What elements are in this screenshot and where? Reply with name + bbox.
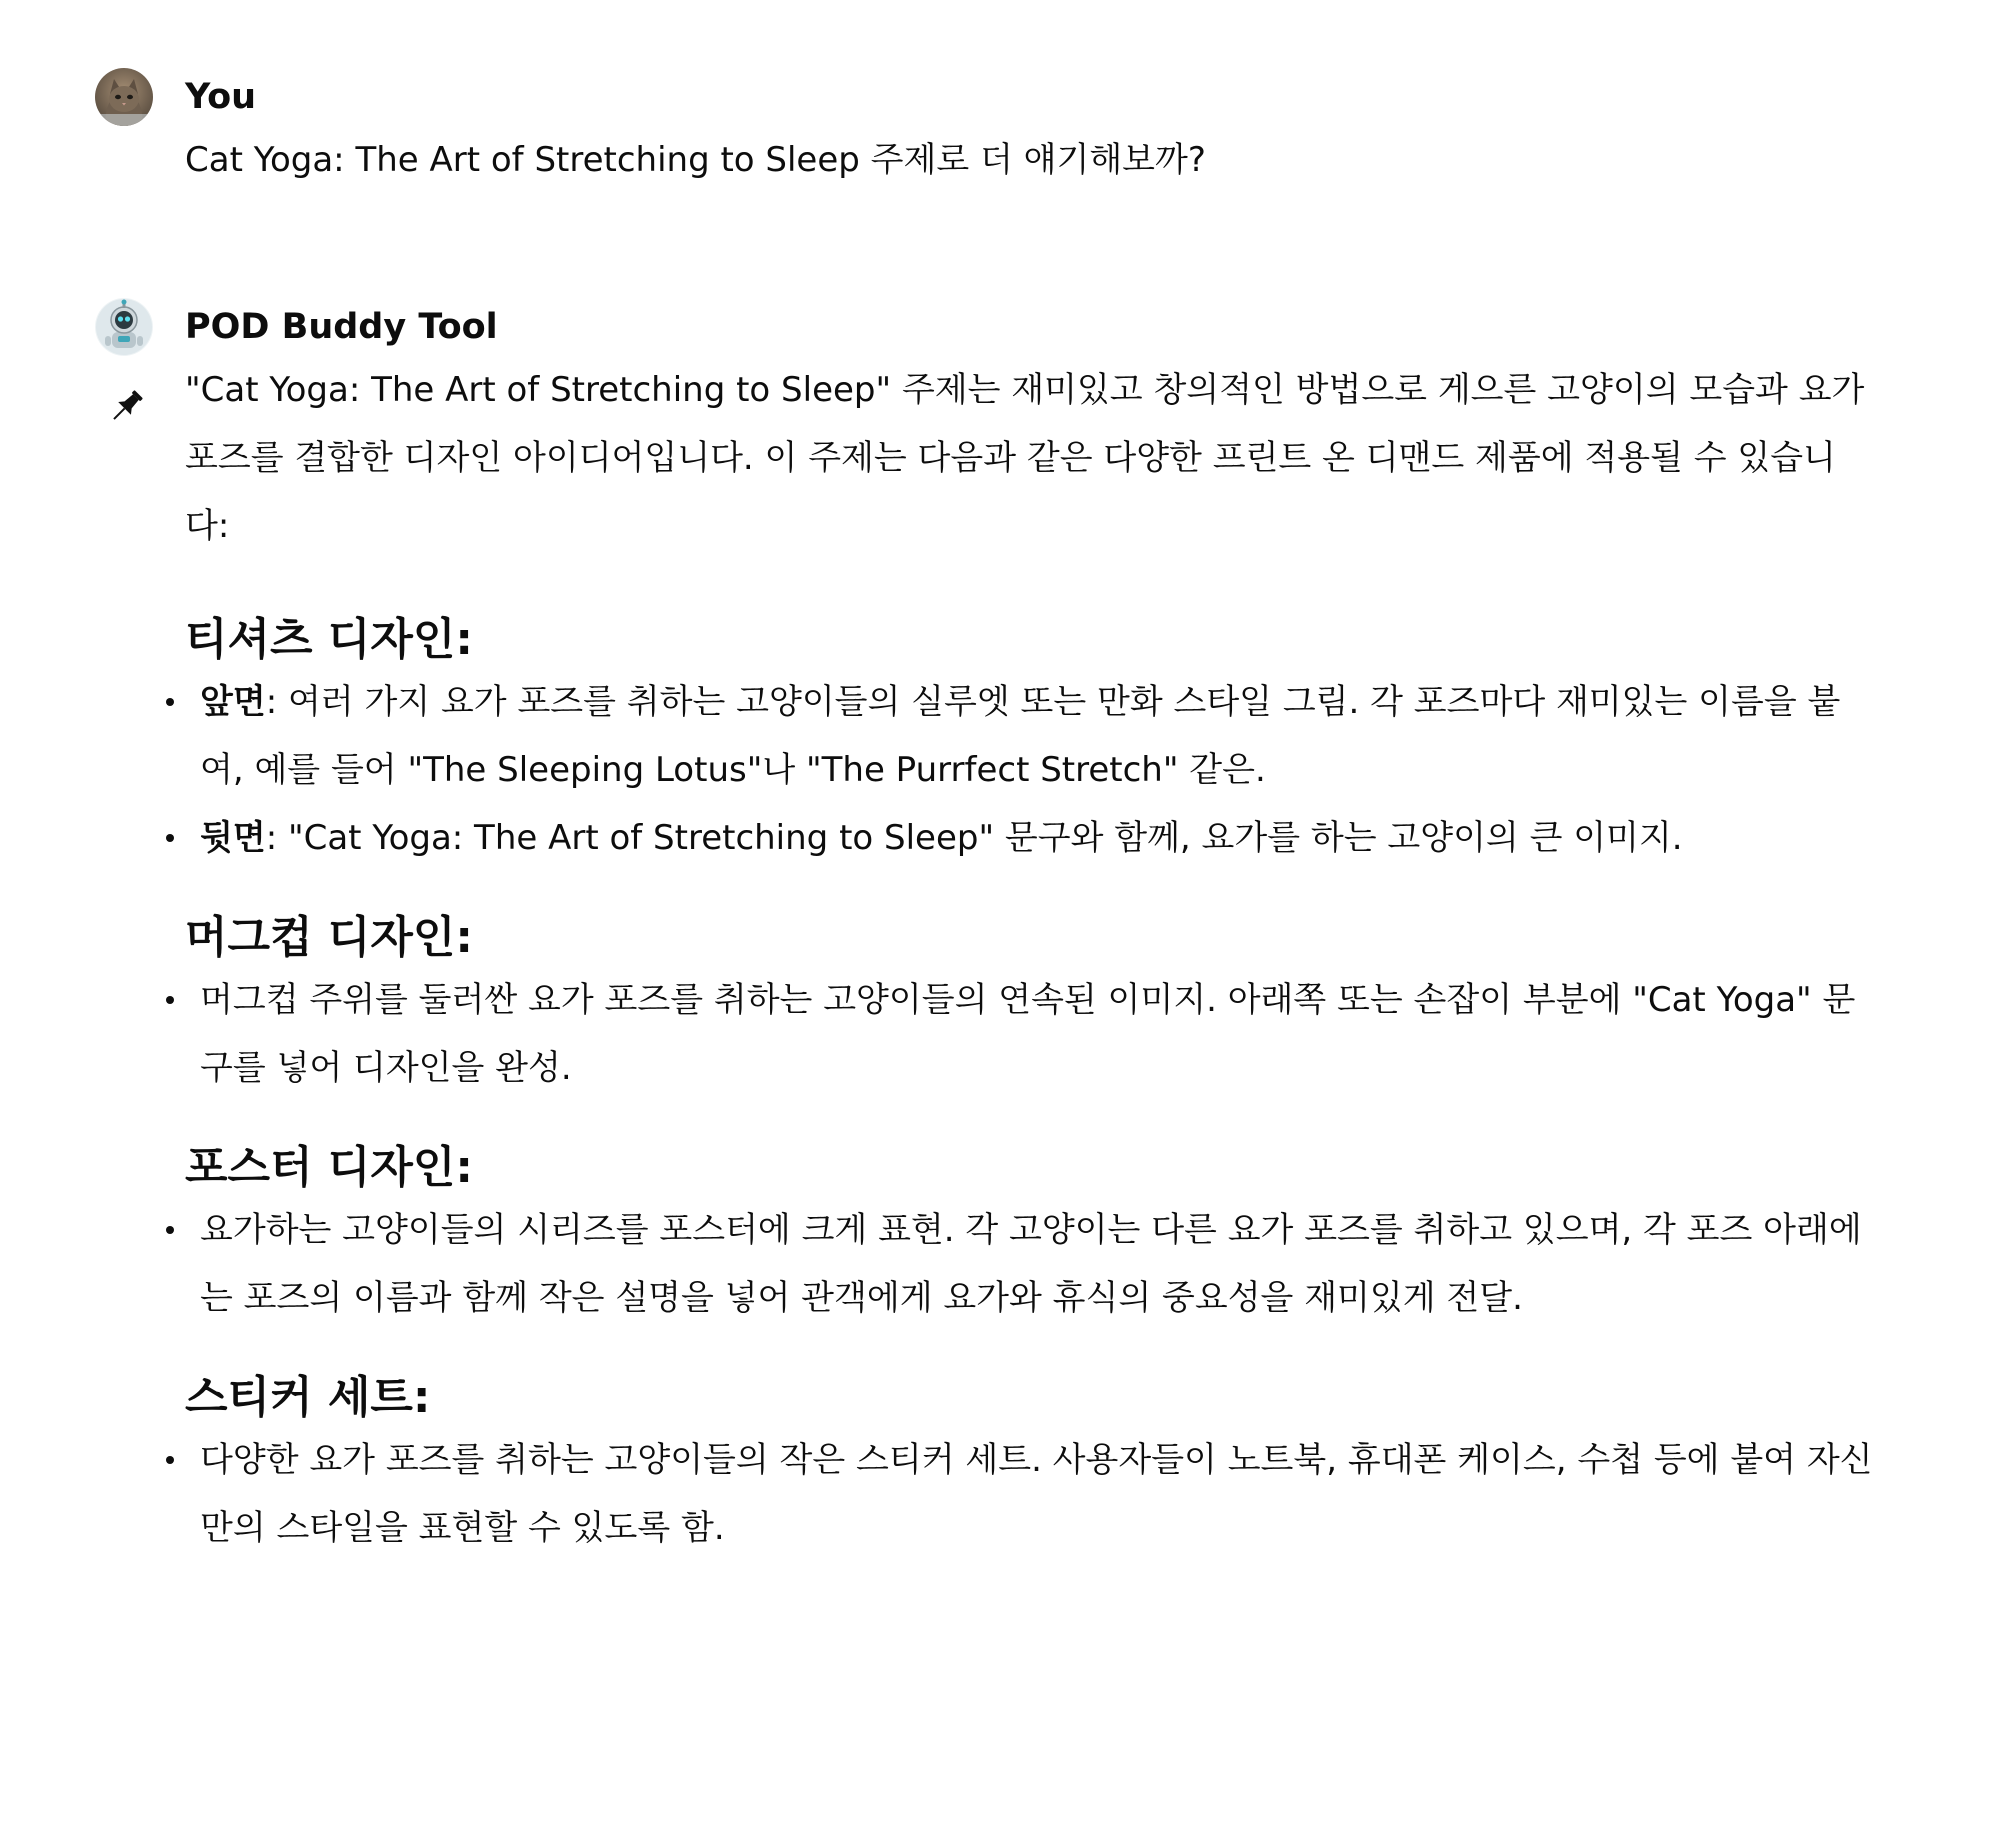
cat-photo-avatar-icon: [95, 68, 153, 126]
poster-design-list: [185, 1196, 1875, 1332]
section-heading-tshirt: 티셔츠 디자인:: [185, 614, 473, 665]
list-item-label: 뒷면: [200, 818, 266, 858]
assistant-avatar[interactable]: [95, 298, 153, 356]
assistant-author-name: POD Buddy Tool: [185, 307, 498, 347]
user-message-text: Cat Yoga: The Art of Stretching to Sleep 주제로 더 얘기해보까?: [185, 140, 1206, 180]
list-item-text: : 여러 가지 요가 포즈를 취하는 고양이들의 실루엣 또는 만화 스타일 그림. 각 포즈마다 재미있는 이름을 붙여, 예를 들어 "The Sleeping Lotus"나 "The Purrfect Stretch" 같은.: [200, 682, 1841, 790]
robot-avatar-icon: [95, 298, 153, 356]
sticker-set-list: [185, 1426, 1875, 1562]
list-item: 요가하는 고양이들의 시리즈를 포스터에 크게 표현. 각 고양이는 다른 요가 포즈를 취하고 있으며, 각 포즈 아래에는 포즈의 이름과 함께 작은 설명을 넣어 관객에게 요가와 휴식의 중요성을 재미있게 전달.: [185, 1196, 1875, 1332]
mug-design-list: [185, 966, 1875, 1102]
section-heading-poster: 포스터 디자인:: [185, 1142, 473, 1193]
tshirt-design-list: [185, 668, 1875, 872]
list-item-back: [185, 804, 1875, 872]
assistant-message-content: [185, 356, 1875, 1562]
list-item: 머그컵 주위를 둘러싼 요가 포즈를 취하는 고양이들의 연속된 이미지. 아래쪽 또는 손잡이 부분에 "Cat Yoga" 문구를 넣어 디자인을 완성.: [185, 966, 1875, 1102]
list-item-front: [185, 668, 1875, 804]
assistant-intro-paragraph: "Cat Yoga: The Art of Stretching to Sleep" 주제는 재미있고 창의적인 방법으로 게으른 고양이의 모습과 요가 포즈를 결합한 디자인 아이디어입니다. 이 주제는 다음과 같은 다양한 프린트 온 디맨드 제품에 적용될 수 있습니다:: [185, 370, 1865, 546]
pin-icon[interactable]: [105, 386, 147, 428]
user-author-name: You: [185, 77, 257, 117]
pin-icon-svg: [105, 386, 147, 428]
list-item-text: : "Cat Yoga: The Art of Stretching to Sleep" 문구와 함께, 요가를 하는 고양이의 큰 이미지.: [265, 818, 1683, 858]
list-item: 다양한 요가 포즈를 취하는 고양이들의 작은 스티커 세트. 사용자들이 노트북, 휴대폰 케이스, 수첩 등에 붙여 자신만의 스타일을 표현할 수 있도록 함.: [185, 1426, 1875, 1562]
list-item-label: 앞면: [200, 682, 266, 722]
section-heading-sticker: 스티커 세트:: [185, 1372, 431, 1423]
section-heading-mug: 머그컵 디자인:: [185, 912, 473, 963]
user-avatar[interactable]: [95, 68, 153, 126]
